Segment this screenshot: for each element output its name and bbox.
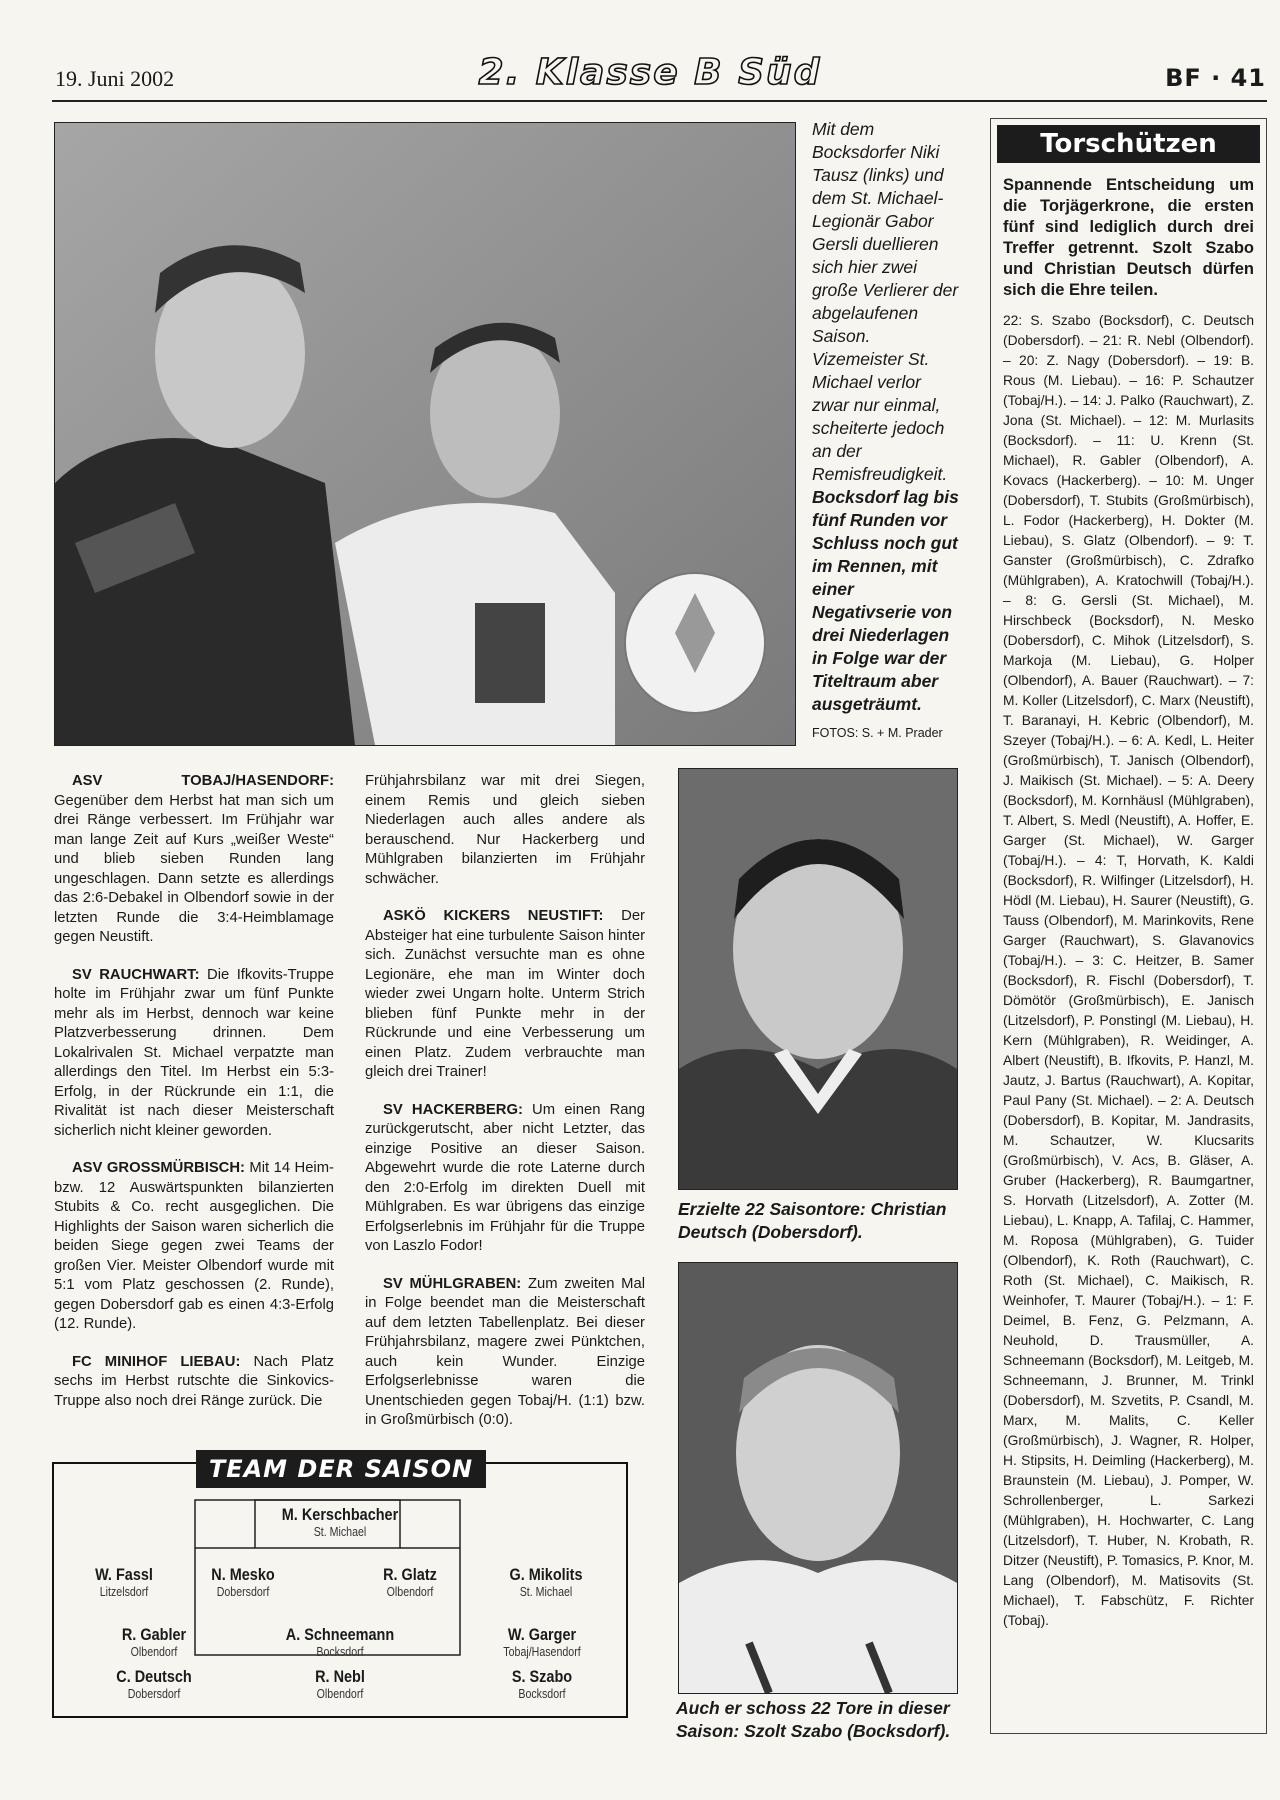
caption-bold-text: Bocksdorf lag bis fünf Runden vor Schluss noch gut im Rennen, mit einer Negativserie von drei Niederlagen in Folge war der Titeltraum aber ausgeträumt. <box>812 487 959 714</box>
article-paragraph <box>54 772 334 948</box>
article-paragraph <box>365 1101 645 1257</box>
player-name: N. Mesko <box>211 1565 275 1584</box>
portrait-caption-deutsch: Erzielte 22 Saisontore: Christian Deutsch (Dobersdorf). <box>678 1199 947 1242</box>
section-title: 2. Klasse B Süd <box>478 52 822 93</box>
team-player <box>260 1625 420 1659</box>
player-club: Olbendorf <box>130 1645 178 1659</box>
player-club: Olbendorf <box>386 1585 434 1599</box>
match-photo <box>54 122 796 746</box>
scorers-lead: Spannende Entscheidung um die Torjägerkrone, die ersten fünf sind lediglich durch drei Treffer getrennt. Szolt Szabo und Christian Deutsch dürfen sich die Ehre teilen. <box>1003 176 1254 299</box>
club-name: SV RAUCHWART: <box>72 966 200 983</box>
portrait-photo-deutsch <box>678 768 958 1190</box>
team-player <box>462 1667 622 1701</box>
player-name: G. Mikolits <box>509 1565 583 1584</box>
article-paragraph <box>365 907 645 1083</box>
article-text: Frühjahrsbilanz war mit drei Siegen, einem Remis und gleich sieben Niederlagen auch alles andere als berauschend. Nur Hackerberg und Mühlgraben bilanzierten im Frühjahr schwächer. <box>365 773 645 887</box>
page-number: BF · 41 <box>1165 64 1266 92</box>
player-name: W. Garger <box>507 1625 577 1644</box>
article-text: Der Absteiger hat eine turbulente Saison hinter sich. Zunächst versuchte man es ohne Legionäre, ehe man im Winter doch wieder zwei Ungarn holte. Unterm Strich blieben fünf Punkte mehr in der Rückrunde und eine Verbesserung um einen Platz. Zudem verbrauchte man gleich drei Trainer! <box>365 908 645 1080</box>
article-text: Zum zweiten Mal in Folge beendet man die Meisterschaft auf dem letzten Tabellenplatz. Bei dieser Frühjahrsbilanz, magere zwei Pünktchen, auch kein Wunder. Einzige Erfolgserlebnisse waren die Unentschieden gegen Tobaj/H. (1:1) bzw. in Großmürbisch (0:0). <box>365 1275 645 1428</box>
header-rule <box>52 100 1267 102</box>
player-club: Tobaj/Hasendorf <box>503 1645 581 1659</box>
player-club: Olbendorf <box>316 1687 364 1701</box>
scorers-title: Torschützen <box>997 125 1260 163</box>
player-name: R. Gabler <box>121 1625 187 1644</box>
player-name: C. Deutsch <box>116 1667 192 1686</box>
team-player <box>74 1667 234 1701</box>
portrait-photo-szabo <box>678 1262 958 1694</box>
article-column-middle <box>365 772 645 1449</box>
caption-text: Mit dem Bocksdorfer Niki Tausz (links) und dem St. Michael-Legionär Gabor Gersli duellieren sich hier zwei große Verlierer der abgelaufenen Saison. Vizemeister St. Michael verlor zwar nur einmal, scheiterte jedoch an der Remisfreudigkeit. <box>812 119 959 484</box>
team-of-season-title: TEAM DER SAISON <box>196 1450 486 1488</box>
team-player <box>260 1505 420 1539</box>
player-club: Dobersdorf <box>127 1687 181 1701</box>
article-text: Um einen Rang zurückgerutscht, aber nicht Letzter, das einzige Positive an dieser Saison. Abgewehrt wurde die rote Laterne durch den 2:0-Erfolg im direkten Duell mit Mühlgraben. Es war übrigens das einzige Erfolgserlebnis im Frühjahr für die Truppe von Laszlo Fodor! <box>365 1101 645 1254</box>
issue-date: 19. Juni 2002 <box>55 66 175 91</box>
player-name: R. Glatz <box>383 1565 437 1584</box>
player-name: W. Fassl <box>95 1565 153 1584</box>
article-paragraph <box>54 1353 334 1412</box>
club-name: FC MINIHOF LIEBAU: <box>72 1353 241 1370</box>
team-player <box>163 1565 323 1599</box>
player-club: Litzelsdorf <box>99 1585 149 1599</box>
player-club: St. Michael <box>519 1585 573 1599</box>
article-paragraph <box>365 772 645 889</box>
article-paragraph <box>54 1159 334 1335</box>
team-player <box>260 1667 420 1701</box>
article-text: Gegenüber dem Herbst hat man sich um drei Ränge verbessert. Im Frühjahr war man lange Zeit auf Kurs „weißer Weste“ und blieb sieben Runden lang ungeschlagen. Dann setzte es allerdings das 2:6-Debakel in Olbendorf sowie in der letzten Runde die 3:4-Heimblamage gegen Neustift. <box>54 792 334 945</box>
club-name: ASV TOBAJ/HASENDORF: <box>72 773 334 789</box>
article-column-left <box>54 772 334 1429</box>
article-text: Mit 14 Heim- bzw. 12 Auswärtspunkten bilanzierten Stubits & Co. recht ausgeglichen. Die Highlights der Saison waren sicherlich die beiden Siege gegen zwei Teams der großen Vier. Meister Olbendorf wurde mit 5:1 vom Platz geschossen (2. Runde), gegen Dobersdorf gab es einen 4:3-Erfolg (12. Runde). <box>54 1160 334 1332</box>
article-text: Die Ifkovits-Truppe holte im Frühjahr zwar um fünf Punkte mehr als im Herbst, dennoch war keine Platzverbesserung drinnen. Dem Lokalrivalen St. Michael verpatzte man allerdings den Titel. Im Herbst ein 5:3-Erfolg, in der Rückrunde ein 1:1, die Rivalität ist nach dieser Meisterschaft sicherlich nicht kleiner geworden. <box>54 966 334 1139</box>
team-player <box>74 1625 234 1659</box>
article-paragraph <box>365 1275 645 1431</box>
match-photo-caption <box>812 118 962 745</box>
club-name: SV HACKERBERG: <box>383 1101 523 1118</box>
player-club: St. Michael <box>313 1525 367 1539</box>
portrait-caption-szabo: Auch er schoss 22 Tore in dieser Saison: Szolt Szabo (Bocksdorf). <box>676 1698 951 1741</box>
player-name: R. Nebl <box>315 1667 365 1686</box>
scorers-box <box>990 118 1267 1734</box>
player-name: S. Szabo <box>511 1667 573 1686</box>
club-name: SV MÜHLGRABEN: <box>383 1275 522 1292</box>
player-club: Dobersdorf <box>216 1585 270 1599</box>
player-name: M. Kerschbacher <box>281 1505 399 1524</box>
player-club: Bocksdorf <box>518 1687 566 1701</box>
club-name: ASV GROSSMÜRBISCH: <box>72 1160 245 1176</box>
article-paragraph <box>54 966 334 1142</box>
scorers-list: 22: S. Szabo (Bocksdorf), C. Deutsch (Dobersdorf). – 21: R. Nebl (Olbendorf). – 20: Z. Nagy (Dobersdorf). – 19: B. Rous (M. Liebau). – 16: P. Schautzer (Tobaj/H.). – 14: J. Palko (Rauchwart), Z. Jona (St. Michael). – 12: M. Murlasits (Bocksdorf). – 11: U. Krenn (St. Michael), R. Gabler (Olbendorf), A. Kovacs (Hackerberg). – 10: M. Unger (Dobersdorf), T. Stubits (Großmürbisch), L. Fodor (Hackerberg), H. Dokter (M. Liebau), S. Glatz (Olbendorf). – 9: T. Ganster (Großmürbisch), C. Zdrafko (Mühlgraben), A. Kratochwill (Tobaj/H.). – 8: G. Gersli (St. Michael), M. Hirschbeck (Bocksdorf), N. Mesko (Dobersdorf), C. Mihok (Litzelsdorf), S. Markoja (M. Liebau), G. Holper (Olbendorf), A. Bauer (Rauchwart). – 7: M. Koller (Litzelsdorf), C. Marx (Neustift), T. Baranayi, H. Kebric (Olbendorf), M. Szeyer (Tobaj/H.). – 6: A. Kedl, L. Heiter (Großmürbisch), T. Janisch (Olbendorf), J. Maikisch (St. Michael). – 5: A. Deery (Bocksdorf), M. Kornhäusl (Mühlgraben), T. Albert, S. Medl (Neustift), A. Hoffer, E. Garger (St. Michael), W. Garger (Tobaj/H.). – 4: T, Horvath, K. Kaldi (Bocksdorf), R. Wilfinger (Litzelsdorf), H. Hödl (M. Liebau), H. Saurer (Neustift), G. Tauss (Olbendorf), M. Marinkovits, Rene Garger (Rauchwart), S. Glavanovics (Tobaj/H.). – 3: C. Heitzer, B. Samer (Bocksdorf), R. Fischl (Dobersdorf), T. Dömötör (Großmürbisch), E. Janisch (Litzelsdorf), P. Ponstingl (M. Liebau), H. Kern (Mühlgraben), R. Weidinger, A. Albert (Neustift), B. Ifkovits, P. Hanzl, M. Jautz, J. Bartus (Rauchwart), A. Kopitar, Paul Pany (St. Michael). – 2: A. Deutsch (Dobersdorf), B. Kopitar, M. Jandrasits, M. Schautzer, W. Klucsarits (Großmürbisch), V. Acs, B. Gläser, A. Gruber (Hackerberg), R. Baumgartner, S. Horvath (Litzelsdorf), A. Zotter (M. Liebau), L. Knapp, A. Tafilaj, C. Hammer, M. Roposa (Mühlgraben), G. Tuider (Olbendorf), K. Roth (Rauchwart), C. Roth (St. Michael), C. Maikisch, R. Weinhofer, T. Maurer (Tobaj/H.). – 1: F. Deimel, B. Fenz, G. Pelzmann, A. Neuhold, D. Trausmüller, A. Schneemann (Bocksdorf), M. Leitgeb, M. Schneemann, J. Brunner, M. Trinkl (Dobersdorf), M. Szvetits, P. Csandl, M. Marx, M. Malits, C. Keller (Großmürbisch), J. Wagner, R. Holper, H. Stipsits, H. Deimling (Hackerberg), M. Braunstein (M. Liebau), J. Pomper, W. Schrollenberger, L. Sarkezi (Mühlgraben), H. Hochwarter, C. Lang (Litzelsdorf), T. Huber, N. Krobath, R. Ditzer (Neustift), P. Tomasics, P. Knor, M. Lang (Olbendorf), M. Matisovits (St. Michael), T. Fabschütz, F. Richter (Tobaj). <box>1003 313 1254 1628</box>
team-player <box>462 1625 622 1659</box>
player-club: Bocksdorf <box>316 1645 364 1659</box>
photo-credit: FOTOS: S. + M. Prader <box>812 726 943 740</box>
article-text: Nach Platz sechs im Herbst rutschte die Sinkovics-Truppe also noch drei Ränge zurück. Die <box>54 1353 334 1409</box>
club-name: ASKÖ KICKERS NEUSTIFT: <box>383 908 604 924</box>
team-player <box>466 1565 626 1599</box>
player-name: A. Schneemann <box>285 1625 395 1644</box>
